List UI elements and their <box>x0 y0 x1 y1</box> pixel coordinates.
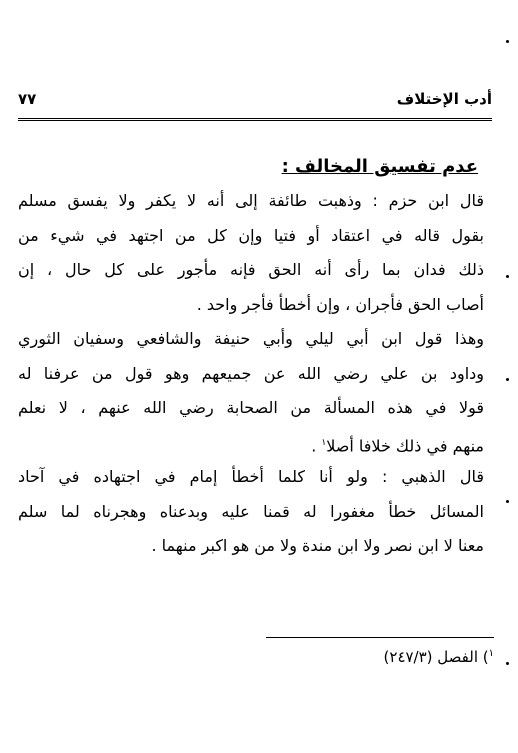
section-heading: عدم تفسيق المخالف : <box>281 156 478 177</box>
text-line: قال ابن حزم : وذهبت طائفة إلى أنه لا يكفر ولا يفسق مسلم <box>18 191 484 210</box>
running-title: أدب الإختلاف <box>396 90 492 108</box>
text-line: وداود بن علي رضي الله عن جميعهم وهو قول من عرفنا له <box>18 363 484 383</box>
page-header <box>18 90 492 116</box>
scan-mark <box>506 662 509 665</box>
header-divider <box>18 118 492 121</box>
footnote: $^١$) الفصل (٢٤٧/٣) <box>383 648 494 666</box>
text-line: قال الذهبي : ولو أنا كلما أخطأ إمام في اجتهاده في آحاد <box>18 467 484 486</box>
scan-mark <box>506 378 509 381</box>
footnote-divider <box>266 637 494 638</box>
text-line: أصاب الحق فأجران ، وإن أخطأ فأجر واحد . <box>196 294 484 314</box>
text-line: منهم في ذلك خلافا أصلا <box>326 435 484 455</box>
text-line: وهذا قول ابن أبي ليلي وأبي حنيفة والشافعي وسفيان الثوري <box>18 329 484 348</box>
page-number: ٧٧ <box>18 90 37 108</box>
text-line: ذلك فدان بما رأى أنه الحق فإنه مأجور على كل حال ، إن <box>18 260 484 279</box>
scan-mark <box>506 500 509 503</box>
text-line: قولا في هذه المسألة من الصحابة رضي الله عنهم ، لا نعلم <box>18 398 484 417</box>
text-line-with-footnote: منهم في ذلك خلافا أصلا$^١$ . <box>311 435 484 455</box>
text-line: بقول قاله في اعتقاد أو فتيا وإن كل من اجتهد في شيء من <box>18 225 484 245</box>
footnote-marker: ١ <box>488 648 494 659</box>
footnote-reference: ١ <box>321 437 327 448</box>
footnote-text: الفصل (٢٤٧/٣) <box>383 648 478 666</box>
text-line: معنا لا ابن نصر ولا ابن مندة ولا من هو اكبر منهما . <box>151 536 484 555</box>
page-body <box>18 150 484 564</box>
scan-mark <box>506 275 509 278</box>
text-line: المسائل خطأ مغفورا له قمنا عليه وبدعناه وهجرناه لما سلم <box>18 501 484 521</box>
scan-mark <box>506 40 509 43</box>
